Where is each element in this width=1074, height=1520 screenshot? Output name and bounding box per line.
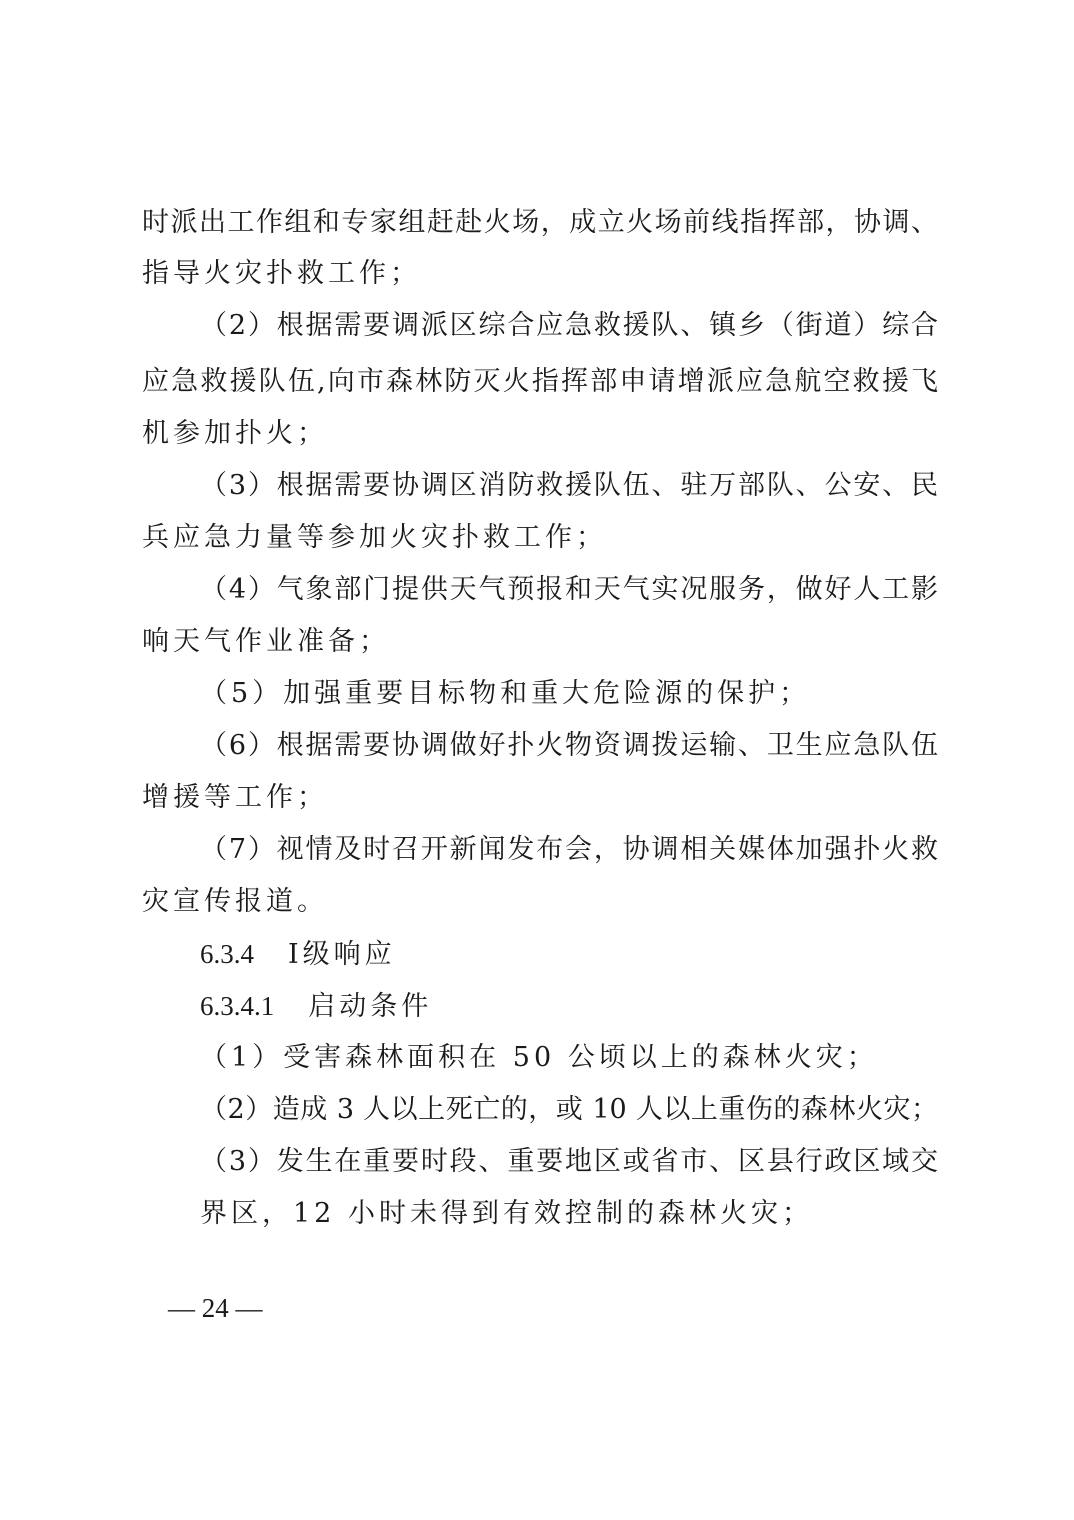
- paragraph-line: 指导火灾扑救工作；: [142, 258, 421, 289]
- section-number: 6.3.4.1: [200, 991, 275, 1021]
- condition-3-cont: 界区，12 小时未得到有效控制的森林火灾；: [200, 1198, 813, 1229]
- section-number: 6.3.4: [200, 939, 254, 969]
- condition-1: （1）受害森林面积在 50 公顷以上的森林火灾；: [200, 1042, 878, 1073]
- list-item-6-line: 增援等工作；: [142, 782, 328, 813]
- section-heading-6-3-4: [200, 936, 396, 973]
- section-title: 启动条件: [308, 991, 433, 1022]
- section-title: Ⅰ级响应: [288, 939, 396, 970]
- list-item-6-line: （6）根据需要协调做好扑火物资调拨运输、卫生应急队伍: [200, 730, 938, 761]
- list-item-7-line: （7）视情及时召开新闻发布会，协调相关媒体加强扑火救: [200, 834, 938, 865]
- list-item-4-line: （4）气象部门提供天气预报和天气实况服务，做好人工影: [200, 574, 938, 605]
- condition-3: （3）发生在重要时段、重要地区或省市、区县行政区域交: [200, 1146, 938, 1177]
- paragraph-line: 时派出工作组和专家组赶赴火场，成立火场前线指挥部，协调、: [142, 207, 938, 238]
- list-item-2-line: 机参加扑火；: [142, 418, 328, 449]
- page-number: — 24 —: [168, 1293, 263, 1323]
- list-item-2-line: （2）根据需要调派区综合应急救援队、镇乡（街道）综合: [200, 310, 938, 341]
- list-item-5-line: （5）加强重要目标物和重大危险源的保护；: [200, 678, 811, 709]
- list-item-4-line: 响天气作业准备；: [142, 626, 390, 657]
- condition-2: （2）造成 3 人以上死亡的，或 10 人以上重伤的森林火灾；: [200, 1094, 938, 1125]
- list-item-3-line: 兵应急力量等参加火灾扑救工作；: [142, 522, 607, 553]
- section-heading-6-3-4-1: [200, 988, 432, 1025]
- list-item-7-line: 灾宣传报道。: [142, 886, 328, 917]
- list-item-2-line: 应急救援队伍,向市森林防灭火指挥部申请增派应急航空救援飞: [142, 366, 938, 397]
- list-item-3-line: （3）根据需要协调区消防救援队伍、驻万部队、公安、民: [200, 470, 938, 501]
